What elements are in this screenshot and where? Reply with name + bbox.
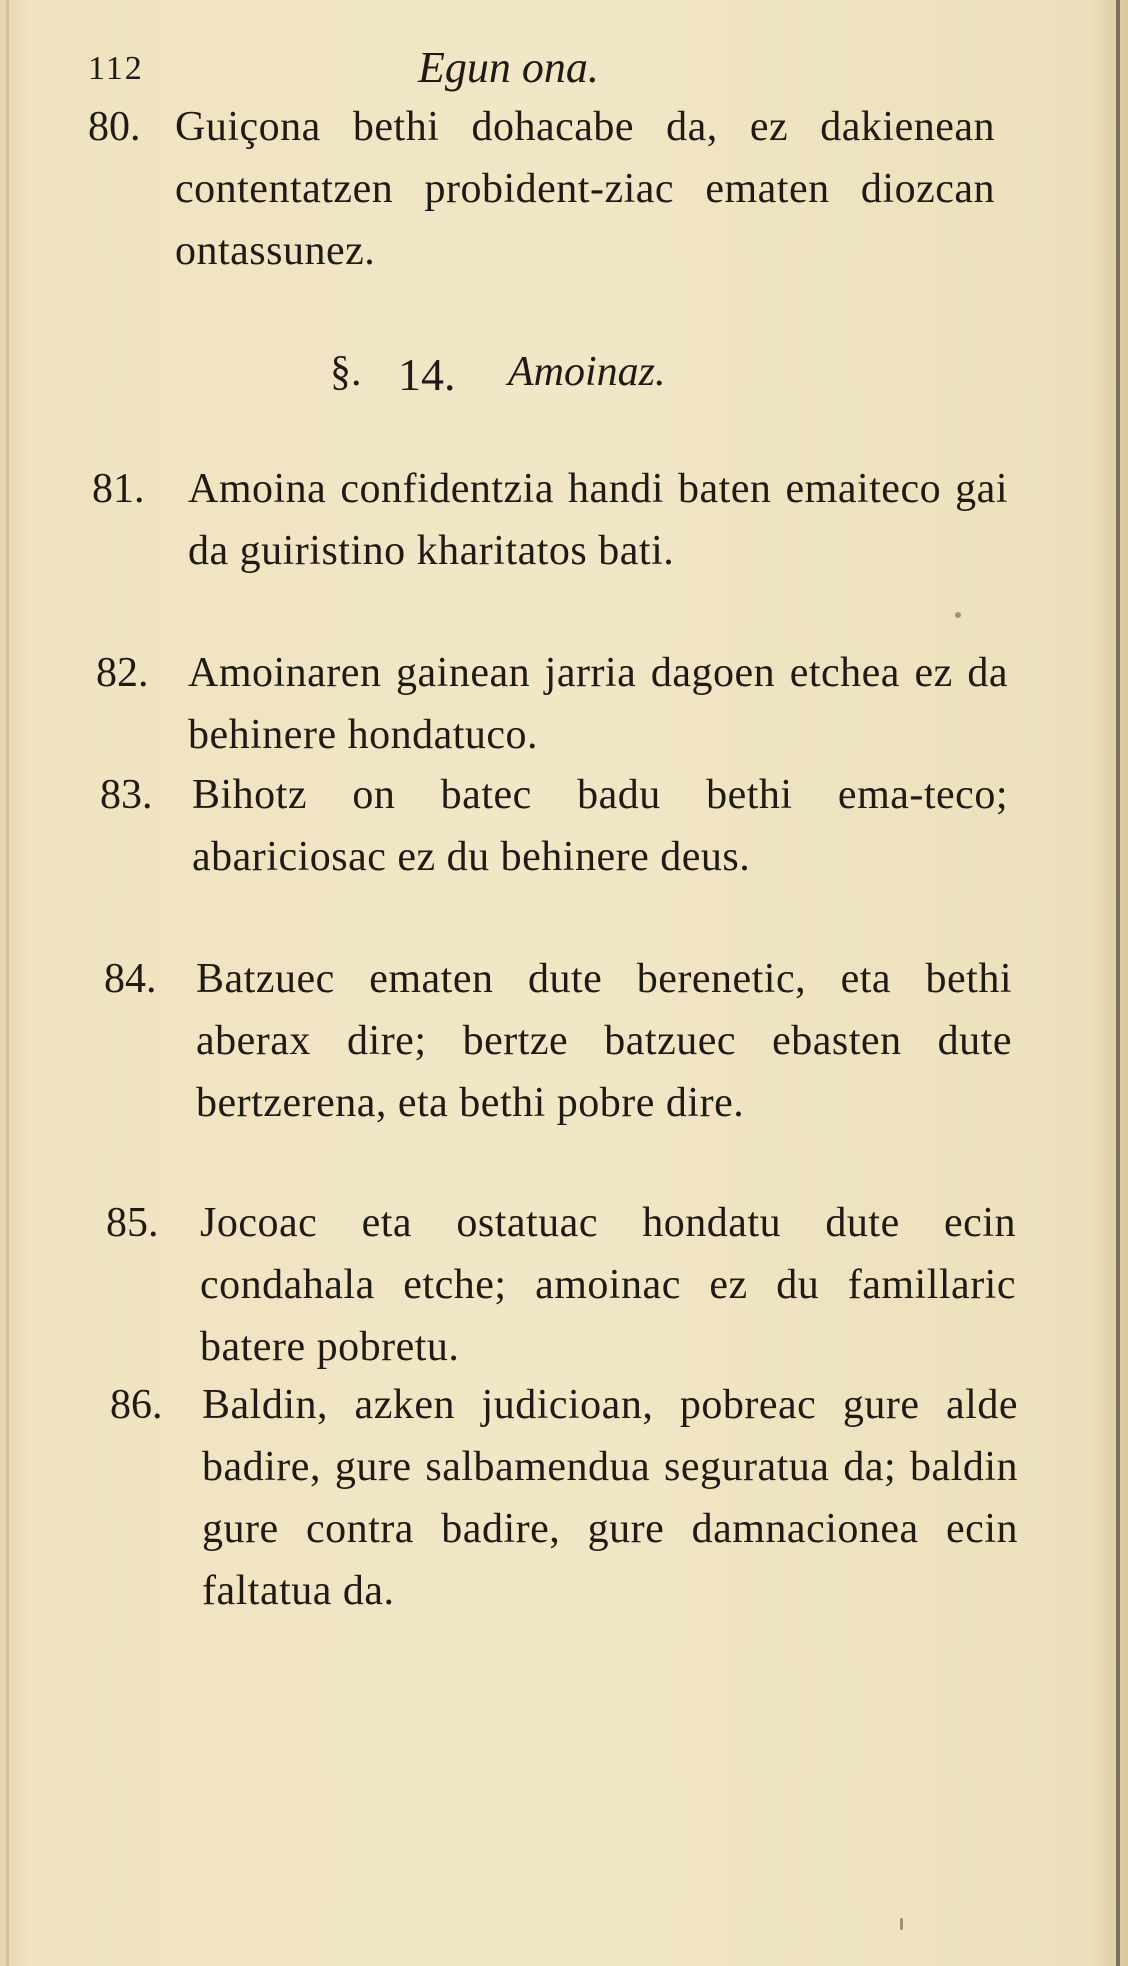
section-symbol: §. [330, 349, 362, 395]
entry-number: 80. [88, 104, 141, 150]
entry-text: Guiçona bethi dohacabe da, ez dakienean contentatzen probident-ziac ematen diozcan ontassunez. [175, 104, 995, 274]
page-left-edge [6, 0, 9, 1966]
page-right-edge [1116, 0, 1120, 1966]
ink-speck [955, 612, 961, 618]
entry-number: 82. [96, 650, 149, 696]
section-heading [330, 340, 830, 410]
ink-speck [900, 1918, 903, 1930]
running-title: Egun ona. [418, 43, 599, 92]
entry-text: Bihotz on batec badu bethi ema-teco; abariciosac ez du behinere deus. [192, 772, 1008, 880]
entry-number: 85. [106, 1200, 159, 1246]
entry-text: Jocoac eta ostatuac hondatu dute ecin condahala etche; amoinac ez du famillaric batere pobretu. [200, 1200, 1016, 1370]
entry-text: Amoinaren gainean jarria dagoen etchea ez da behinere hondatuco. [188, 650, 1008, 758]
entry-text: Batzuec ematen dute berenetic, eta bethi aberax dire; bertze batzuec ebasten dute bertzerena, eta bethi pobre dire. [196, 956, 1012, 1126]
page-number: 112 [88, 50, 144, 87]
entry-number: 83. [100, 772, 153, 818]
entry-number: 81. [92, 466, 145, 512]
entry-number: 84. [104, 956, 157, 1002]
entry-text: Baldin, azken judicioan, pobreac gure alde badire, gure salbamendua seguratua da; baldin gure contra badire, gure damnacionea ecin faltatua da. [202, 1382, 1018, 1614]
section-title: Amoinaz. [508, 349, 666, 395]
entry-number: 86. [110, 1382, 163, 1428]
page-header [88, 42, 988, 102]
entry-text: Amoina confidentzia handi baten emaiteco gai da guiristino kharitatos bati. [188, 466, 1008, 574]
section-number: 14. [398, 349, 456, 400]
